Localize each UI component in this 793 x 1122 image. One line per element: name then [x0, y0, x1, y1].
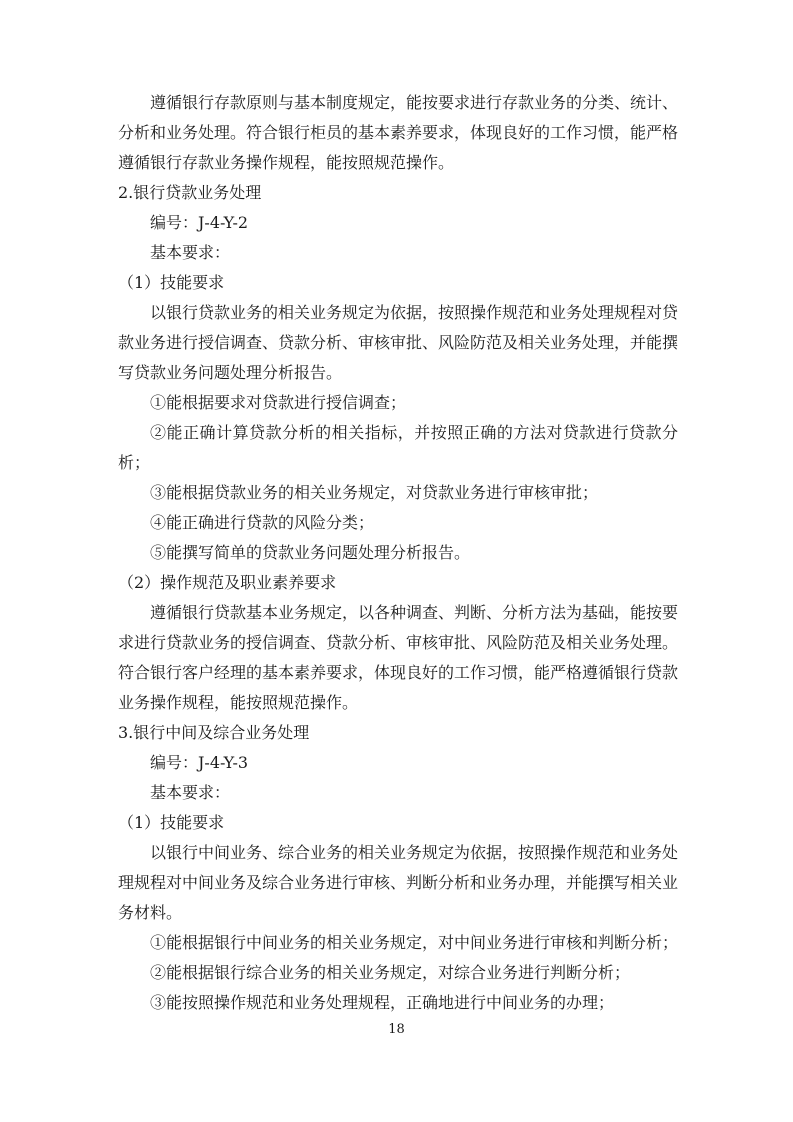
- list-item: ⑤能撰写简单的贷款业务问题处理分析报告。: [150, 543, 471, 562]
- paragraph: 以银行贷款业务的相关业务规定为依据，按照操作规范和业务处理规程对贷款业务进行授信调查、贷款分析、审核审批、风险防范及相关业务处理，并能撰写贷款业务问题处理分析报告。: [118, 303, 679, 382]
- list-item: ①能根据要求对贷款进行授信调查；: [150, 393, 407, 412]
- section-heading: 3.银行中间及综合业务处理: [118, 723, 310, 742]
- page-number: 18: [388, 1022, 405, 1037]
- paragraph: 编号：J-4-Y-2: [150, 213, 249, 232]
- list-item: ②能正确计算贷款分析的相关指标，并按照正确的方法对贷款进行贷款分析；: [118, 423, 678, 472]
- section-heading: 2.银行贷款业务处理: [118, 183, 262, 202]
- paragraph: 基本要求：: [150, 243, 231, 262]
- paragraph: 编号：J-4-Y-3: [150, 753, 249, 772]
- paragraph: 遵循银行贷款基本业务规定，以各种调查、判断、分析方法为基础，能按要求进行贷款业务的授信调查、贷款分析、审核审批、风险防范及相关业务处理。符合银行客户经理的基本素养要求，体现良好的工作习惯，能严格遵循银行贷款业务操作规程，能按照规范操作。: [118, 603, 679, 712]
- subsection-heading: （2）操作规范及职业素养要求: [118, 573, 337, 592]
- list-item: ③能按照操作规范和业务处理规程，正确地进行中间业务的办理；: [150, 993, 615, 1012]
- list-item: ④能正确进行贷款的风险分类；: [150, 513, 375, 532]
- paragraph: 遵循银行存款原则与基本制度规定，能按要求进行存款业务的分类、统计、分析和业务处理。符合银行柜员的基本素养要求，体现良好的工作习惯，能严格遵循银行存款业务操作规程，能按照规范操作。: [118, 93, 679, 172]
- paragraph: 以银行中间业务、综合业务的相关业务规定为依据，按照操作规范和业务处理规程对中间业务及综合业务进行审核、判断分析和业务办理，并能撰写相关业务材料。: [118, 843, 679, 922]
- list-item: ③能根据贷款业务的相关业务规定，对贷款业务进行审核审批；: [150, 483, 599, 502]
- paragraph: 基本要求：: [150, 783, 231, 802]
- subsection-heading: （1）技能要求: [118, 813, 225, 832]
- subsection-heading: （1）技能要求: [118, 273, 225, 292]
- list-item: ①能根据银行中间业务的相关业务规定，对中间业务进行审核和判断分析；: [150, 933, 679, 952]
- list-item: ②能根据银行综合业务的相关业务规定，对综合业务进行判断分析；: [150, 963, 631, 982]
- document-body: [118, 88, 678, 1018]
